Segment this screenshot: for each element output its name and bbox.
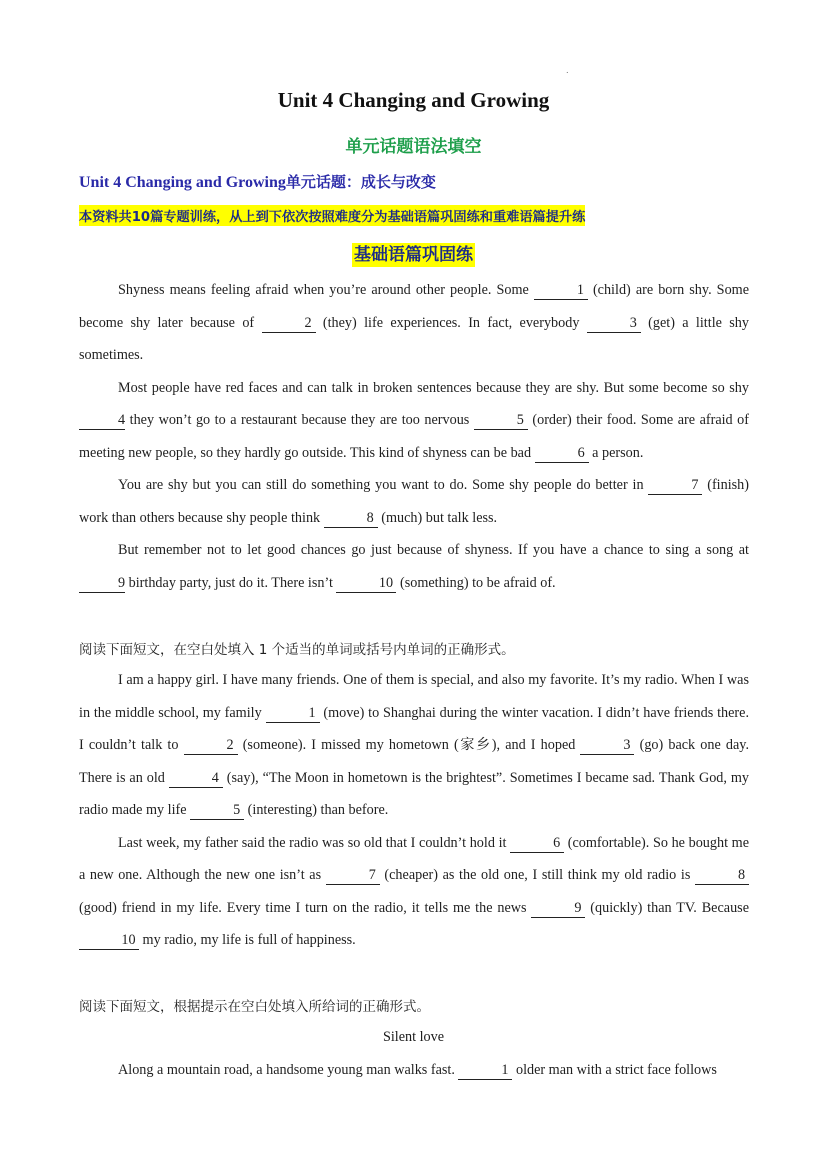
answer-blank[interactable]: 3 (580, 736, 634, 755)
answer-blank[interactable]: 1 (534, 281, 588, 300)
topic-english: Unit 4 Changing and Growing (79, 174, 286, 191)
section-heading (0, 240, 827, 265)
answer-blank[interactable]: 7 (648, 476, 702, 495)
passage-3-instruction: 阅读下面短文，根据提示在空白处填入所给词的正确形式。 (79, 999, 430, 1015)
answer-blank[interactable]: 2 (184, 736, 238, 755)
answer-blank[interactable]: 5 (474, 411, 528, 430)
passage-3-title: Silent love (382, 1029, 445, 1045)
page-mark: . (566, 66, 569, 75)
notice-banner: 本资料共10篇专题训练，从上到下依次按照难度分为基础语篇巩固练和重难语篇提升练 (79, 205, 585, 226)
paragraph: Along a mountain road, a handsome young man walks fast. 1 older man with a strict face follows (118, 1062, 717, 1078)
answer-blank[interactable]: 6 (535, 444, 589, 463)
answer-blank[interactable]: 7 (326, 866, 380, 885)
passage-2 (79, 664, 749, 957)
paragraph: Shyness means feeling afraid when you’re around other people. Some 1 (child) are born shy. Some become shy later because of 2 (they) life experiences. In fact, everybody 3 (get) a little shy sometimes. (79, 282, 749, 363)
answer-blank[interactable]: 1 (458, 1061, 512, 1080)
answer-blank[interactable]: 8 (324, 509, 378, 528)
answer-blank[interactable]: 5 (190, 801, 244, 820)
answer-blank[interactable]: 4 (169, 769, 223, 788)
answer-blank[interactable]: 2 (262, 314, 316, 333)
paragraph: You are shy but you can still do something you want to do. Some shy people do better in 7 (finish) work than others because shy people think 8 (much) but talk less. (79, 477, 749, 526)
passage-1 (79, 274, 749, 599)
answer-blank[interactable]: 10 (336, 574, 396, 593)
section-heading-label: 基础语篇巩固练 (354, 245, 473, 265)
answer-blank[interactable]: 9 (531, 899, 585, 918)
answer-blank[interactable]: 6 (510, 834, 564, 853)
paragraph: Most people have red faces and can talk in broken sentences because they are shy. But some become so shy 4 they won’t go to a restaurant because they are too nervous 5 (order) their food. Some are afraid of meeting new people, so they hardly go outside. This kind of shyness can be bad 6 a person. (79, 379, 750, 461)
answer-blank[interactable]: 1 (266, 704, 320, 723)
answer-blank[interactable]: 8 (695, 866, 749, 885)
page-title: Unit 4 Changing and Growing (277, 88, 550, 112)
page-subtitle: 单元话题语法填空 (345, 137, 482, 157)
topic-line (79, 171, 436, 192)
paragraph: But remember not to let good chances go just because of shyness. If you have a chance to sing a song at 9 birthday party, just do it. There isn’t 10 (something) to be afraid of. (79, 534, 749, 599)
answer-blank[interactable]: 4 (79, 411, 125, 430)
answer-blank[interactable]: 3 (587, 314, 641, 333)
answer-blank[interactable]: 9 (79, 574, 125, 593)
paragraph: I am a happy girl. I have many friends. One of them is special, and also my favorite. It’s my radio. When I was in the middle school, my family 1 (move) to Shanghai during the winter vacation. I didn’t have friends there. I couldn’t talk to 2 (someone). I missed my hometown (家乡), and I hoped 3 (go) back one day. There is an old 4 (say), “The Moon in hometown is the brightest”. Sometimes I became sad. Thank God, my radio made my life 5 (interesting) than before. (79, 672, 750, 818)
paragraph: Last week, my father said the radio was so old that I couldn’t hold it 6 (comfortable). So he bought me a new one. Although the new one isn’t as 7 (cheaper) as the old one, I still think my old radio is 8 (good) friend in my life. Every time I turn on the radio, it tells me the news 9 (quickly) than TV. Because 10 my radio, my life is full of happiness. (79, 834, 750, 948)
passage-3 (79, 1054, 749, 1087)
passage-2-instruction: 阅读下面短文，在空白处填入 1 个适当的单词或括号内单词的正确形式。 (79, 642, 515, 658)
topic-chinese: 单元话题：成长与改变 (285, 173, 436, 191)
answer-blank[interactable]: 10 (79, 931, 139, 950)
